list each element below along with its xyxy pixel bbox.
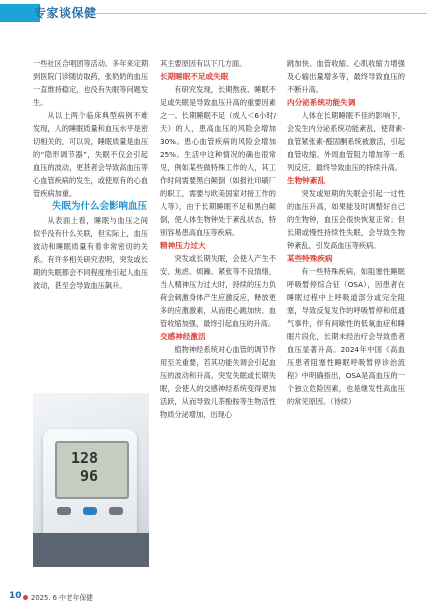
section-title: 专家谈保健	[34, 6, 97, 20]
monitor-start-button	[83, 507, 97, 515]
column-3	[287, 57, 405, 408]
paragraph: 其主要原因有以下几方面。	[160, 59, 247, 68]
page-number: 10	[9, 591, 22, 601]
paragraph: 有研究发现，长期熬夜、睡眠不足或失眠是导致血压升高的重要因素之一。长期睡眠不足（成人＜6小时/天）的人，患高血压的风险会增加30%。患心血管疾病的风险会增加25%。生活中这种情况的确也很常见，例如某些做特殊工作的人，其工作时间需要黑白颠倒（如报社印刷厂的职工，需要与欧美国家对接工作的人等），由于长期睡眠不足和黑白颠倒，使人体生物钟处于紊乱状态，特别容易患高血压等疾病。	[160, 85, 276, 237]
footer-dot-icon	[23, 595, 28, 600]
paragraph: 突发或短期的失眠会引起一过性的血压升高，如果能及时调整好自己的生物钟，血压会很快恢复正常；但长期或慢性持续性失眠，会导致生物钟紊乱，引发高血压等疾病。	[287, 189, 405, 250]
section-heading: 失眠为什么会影响血压	[52, 201, 148, 212]
monitor-device	[43, 429, 137, 537]
paragraph: 从表面上看，睡眠与血压之间似乎没有什么关联，但实际上，血压波动和睡眠质量有着非常密切的关系。有许多相关研究表明，突发或长期的失眠都会不同程度地引起人血压波动，甚至会导致血压飙升。	[33, 216, 149, 290]
page-header	[0, 0, 427, 26]
paragraph: 有一些特殊疾病，如阻塞性睡眠呼吸暂停综合征（OSA），因患者在睡眠过程中上呼吸道部分或完全阻塞，导致反复发作的呼吸暂停和低通气事件，伴有间歇性的低氧血症和睡眠片段化，长期未经治疗会导致患者血压显著升高。2024年中国《高血压患者阻塞性睡眠呼吸暂停诊治流程》中明确指出，OSA是高血压的一个独立危险因素，也是继发性高血压的常见原因。（待续）	[287, 267, 405, 406]
subheading: 某些特殊疾病	[287, 254, 333, 263]
paragraph: 人体在长期睡眠不佳的影响下，会发生内分泌系统功能紊乱，使肾素-血管紧张素-醛固酮系统被激活，引起血管收缩、外周血管阻力增加等一系列反应，最终导致血压的持续升高。	[287, 111, 405, 172]
subheading: 内分泌系统功能失调	[287, 98, 356, 107]
subheading: 交感神经激活	[160, 332, 206, 341]
subheading: 长期睡眠不足或失眠	[160, 72, 229, 81]
paragraph: 突发或长期失眠，会使人产生不安、焦虑、烦躁、紧张等不良情绪，当人精神压力过大时，持续的压力负荷会刺激身体产生应激反应，释放更多的应激激素，从而使心跳加快、血管收缩加强，最终引起血压的升高。	[160, 254, 276, 328]
paragraph: 跳加快、血管收缩、心肌收缩力增强及心输出量增多等，最终导致血压的不断升高。	[287, 59, 405, 94]
paragraph: 一些社区合唱团等活动。多年来定期到医院门诊随访取药，张奶奶的血压一直维持稳定，也没有失眠等问题发生。	[33, 59, 149, 107]
paragraph: 从以上两个临床典型病例不难发现，人的睡眠质量和血压水平是密切相关的，可以说，睡眠质量是血压的“隐形调节器”，失眠不仅会引起血压的波动，更甚者会导致高血压等心血管疾病的发生，或使原有的心血管疾病加重。	[33, 111, 149, 198]
monitor-button	[57, 507, 71, 515]
subheading: 精神压力过大	[160, 241, 206, 250]
monitor-cuff	[33, 533, 149, 567]
issue-info: 2025. 6 中老年保健	[31, 594, 94, 602]
page-footer	[0, 590, 427, 607]
header-divider	[90, 13, 427, 14]
blood-pressure-monitor-photo	[33, 393, 149, 567]
subheading: 生物钟紊乱	[287, 176, 325, 185]
monitor-button	[109, 507, 123, 515]
monitor-screen	[55, 441, 129, 499]
paragraph: 植物神经系统对心血管的调节作用至关重要，若其功能失调会引起血压的波动和升高。突发失眠或长期失眠，会使人的交感神经系统变得更加活跃，从而导致儿茶酚胺等生物活性物质分泌增加，出现心	[160, 345, 276, 419]
monitor-reading: 128 96	[71, 449, 99, 485]
column-1	[33, 57, 148, 292]
column-2	[160, 57, 276, 421]
